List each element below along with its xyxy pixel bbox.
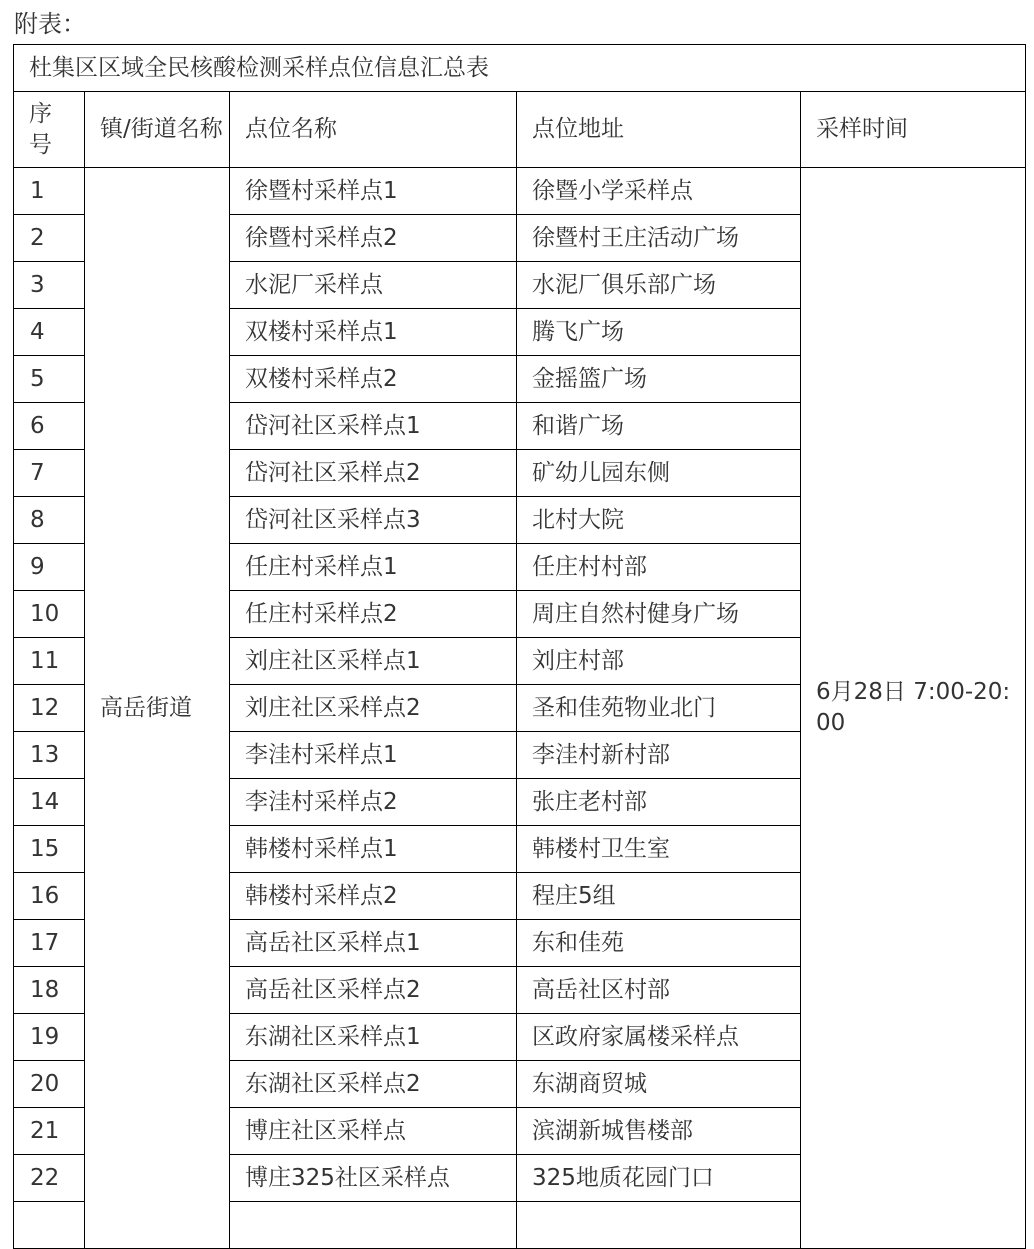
row-site-address: 李洼村新村部 [517, 732, 801, 779]
row-seq: 11 [14, 638, 85, 685]
row-seq: 8 [14, 497, 85, 544]
row-site-name: 岱河社区采样点1 [230, 403, 517, 450]
table-header-row [14, 92, 1026, 168]
row-site-address: 区政府家属楼采样点 [517, 1014, 801, 1061]
header-seq: 序号 [14, 92, 85, 168]
row-site-address: 东湖商贸城 [517, 1061, 801, 1108]
header-site-name: 点位名称 [230, 92, 517, 168]
row-site-address: 高岳社区村部 [517, 967, 801, 1014]
row-site-address: 韩楼村卫生室 [517, 826, 801, 873]
table-row [14, 168, 1026, 215]
row-site-name: 徐暨村采样点1 [230, 168, 517, 215]
row-seq: 13 [14, 732, 85, 779]
row-site-name: 东湖社区采样点2 [230, 1061, 517, 1108]
row-site-name: 博庄社区采样点 [230, 1108, 517, 1155]
row-site-address: 滨湖新城售楼部 [517, 1108, 801, 1155]
row-site-name: 任庄村采样点1 [230, 544, 517, 591]
row-site-name: 高岳社区采样点1 [230, 920, 517, 967]
row-site-name: 岱河社区采样点3 [230, 497, 517, 544]
row-seq: 5 [14, 356, 85, 403]
table-title: 杜集区区域全民核酸检测采样点位信息汇总表 [14, 45, 1026, 92]
row-site-name: 徐暨村采样点2 [230, 215, 517, 262]
row-site-name: 韩楼村采样点1 [230, 826, 517, 873]
row-site-address: 程庄5组 [517, 873, 801, 920]
row-site-name: 水泥厂采样点 [230, 262, 517, 309]
row-seq: 4 [14, 309, 85, 356]
time-cell: 6月28日 7:00-20:00 [801, 168, 1026, 1249]
row-seq: 16 [14, 873, 85, 920]
row-seq: 9 [14, 544, 85, 591]
row-site-address: 325地质花园门口 [517, 1155, 801, 1202]
row-site-name: 李洼村采样点1 [230, 732, 517, 779]
row-site-name: 东湖社区采样点1 [230, 1014, 517, 1061]
row-seq: 7 [14, 450, 85, 497]
row-seq: 2 [14, 215, 85, 262]
row-site-address: 圣和佳苑物业北门 [517, 685, 801, 732]
row-seq: 6 [14, 403, 85, 450]
row-site-name: 刘庄社区采样点1 [230, 638, 517, 685]
row-seq: 3 [14, 262, 85, 309]
row-seq: 22 [14, 1155, 85, 1202]
empty-cell [230, 1202, 517, 1249]
row-site-name: 双楼村采样点1 [230, 309, 517, 356]
row-seq: 14 [14, 779, 85, 826]
row-site-name: 双楼村采样点2 [230, 356, 517, 403]
header-town: 镇/街道名称 [85, 92, 230, 168]
row-site-address: 张庄老村部 [517, 779, 801, 826]
row-site-address: 徐暨小学采样点 [517, 168, 801, 215]
row-site-address: 腾飞广场 [517, 309, 801, 356]
empty-cell [517, 1202, 801, 1249]
row-site-address: 北村大院 [517, 497, 801, 544]
row-site-address: 矿幼儿园东侧 [517, 450, 801, 497]
row-seq: 20 [14, 1061, 85, 1108]
row-seq: 10 [14, 591, 85, 638]
row-site-address: 刘庄村部 [517, 638, 801, 685]
row-site-address: 周庄自然村健身广场 [517, 591, 801, 638]
header-site-address: 点位地址 [517, 92, 801, 168]
row-seq: 17 [14, 920, 85, 967]
row-site-name: 博庄325社区采样点 [230, 1155, 517, 1202]
row-seq: 19 [14, 1014, 85, 1061]
row-site-name: 任庄村采样点2 [230, 591, 517, 638]
row-seq: 21 [14, 1108, 85, 1155]
row-site-name: 李洼村采样点2 [230, 779, 517, 826]
header-time: 采样时间 [801, 92, 1026, 168]
appendix-label: 附表： [14, 10, 86, 38]
row-seq: 15 [14, 826, 85, 873]
row-seq: 18 [14, 967, 85, 1014]
row-seq: 12 [14, 685, 85, 732]
row-site-name: 岱河社区采样点2 [230, 450, 517, 497]
town-cell: 高岳街道 [85, 168, 230, 1249]
table-title-row [14, 45, 1026, 92]
row-site-address: 东和佳苑 [517, 920, 801, 967]
row-site-address: 和谐广场 [517, 403, 801, 450]
sampling-sites-table [13, 44, 1026, 1249]
row-site-address: 水泥厂俱乐部广场 [517, 262, 801, 309]
row-site-name: 高岳社区采样点2 [230, 967, 517, 1014]
row-site-address: 任庄村村部 [517, 544, 801, 591]
row-site-address: 徐暨村王庄活动广场 [517, 215, 801, 262]
row-site-name: 韩楼村采样点2 [230, 873, 517, 920]
empty-cell [14, 1202, 85, 1249]
row-site-name: 刘庄社区采样点2 [230, 685, 517, 732]
row-seq: 1 [14, 168, 85, 215]
row-site-address: 金摇篮广场 [517, 356, 801, 403]
